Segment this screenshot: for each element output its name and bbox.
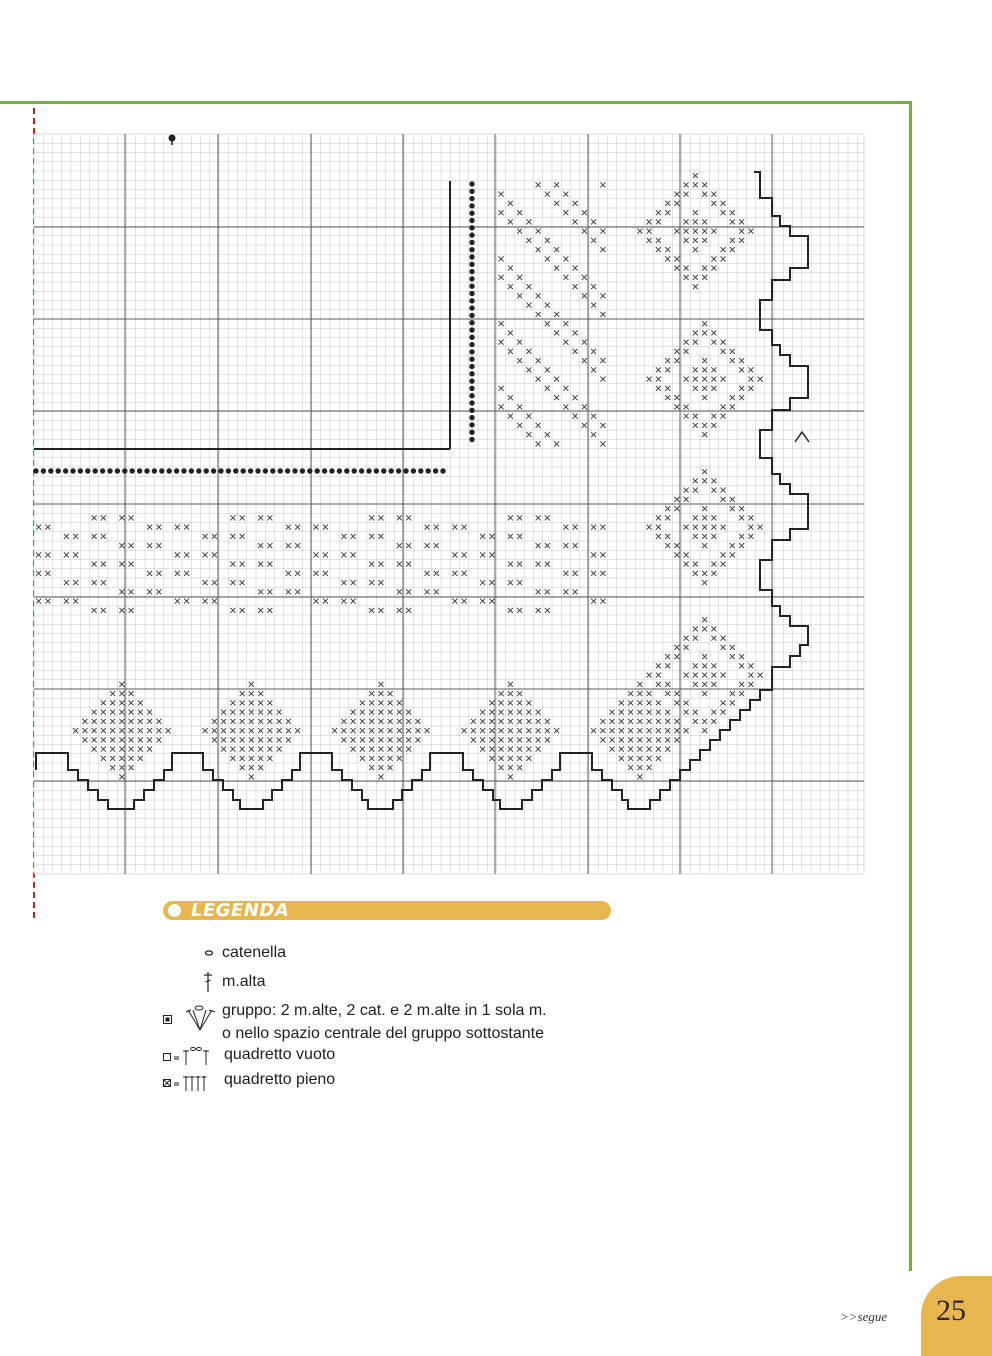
- chain-dot: [469, 305, 474, 310]
- chain-dot: [469, 254, 474, 259]
- chain-dot: [469, 298, 474, 303]
- chain-dot: [469, 422, 474, 427]
- chain-dot: [322, 468, 327, 473]
- chain-dot: [56, 468, 61, 473]
- chain-dot: [189, 468, 194, 473]
- chain-dot: [218, 468, 223, 473]
- chain-dot: [381, 468, 386, 473]
- legend-item-dc: m.alta: [222, 973, 266, 990]
- chain-dot: [352, 468, 357, 473]
- chain-dot: [63, 468, 68, 473]
- chain-dot: [241, 468, 246, 473]
- chain-dot: [469, 218, 474, 223]
- chain-dot: [85, 468, 90, 473]
- chain-dot: [469, 203, 474, 208]
- legend-bullet-icon: [168, 904, 181, 917]
- chain-dot: [329, 468, 334, 473]
- chain-dot: [255, 468, 260, 473]
- chain-dot: [469, 313, 474, 318]
- legend-item-chain: catenella: [222, 944, 287, 961]
- chain-dot: [285, 468, 290, 473]
- chain-dot: [469, 378, 474, 383]
- chain-dot: [469, 269, 474, 274]
- chain-dot: [292, 468, 297, 473]
- chain-dot: [469, 386, 474, 391]
- chain-dot: [366, 468, 371, 473]
- chain-dot: [469, 327, 474, 332]
- open-mesh-icon: [162, 1046, 214, 1066]
- chain-dot: [122, 468, 127, 473]
- chain-dot: [389, 468, 394, 473]
- chain-dot: [469, 196, 474, 201]
- chain-dot: [469, 415, 474, 420]
- chain-dot: [41, 468, 46, 473]
- chain-dot: [344, 468, 349, 473]
- chain-dot: [204, 468, 209, 473]
- chain-dot: [469, 349, 474, 354]
- chain-dot: [78, 468, 83, 473]
- chain-stitch-icon: [202, 948, 216, 958]
- chain-dot: [167, 468, 172, 473]
- chain-dot: [403, 468, 408, 473]
- chain-dot: [181, 468, 186, 473]
- chain-dot: [307, 468, 312, 473]
- chain-dot: [469, 400, 474, 405]
- chain-dot: [315, 468, 320, 473]
- chain-dot: [469, 247, 474, 252]
- chain-dot: [159, 468, 164, 473]
- chain-dot: [93, 468, 98, 473]
- chain-dot: [469, 393, 474, 398]
- chain-dot: [144, 468, 149, 473]
- chain-dot: [440, 468, 445, 473]
- chain-dot: [469, 225, 474, 230]
- chain-dot: [469, 430, 474, 435]
- chain-dot: [359, 468, 364, 473]
- chain-dot: [469, 240, 474, 245]
- chain-dot: [211, 468, 216, 473]
- legend-item-open: quadretto vuoto: [224, 1046, 336, 1063]
- chain-dot: [107, 468, 112, 473]
- chain-dot: [469, 262, 474, 267]
- chain-dot: [469, 335, 474, 340]
- chain-dot: [469, 408, 474, 413]
- legend-item-filled: quadretto pieno: [224, 1071, 336, 1088]
- chain-dot: [469, 342, 474, 347]
- chain-dot: [469, 357, 474, 362]
- chain-dot: [426, 468, 431, 473]
- chain-dot: [233, 468, 238, 473]
- chain-dot: [337, 468, 342, 473]
- chain-dot: [100, 468, 105, 473]
- chain-dot: [469, 181, 474, 186]
- chain-dot: [469, 437, 474, 442]
- chain-dot: [174, 468, 179, 473]
- chain-dot: [300, 468, 305, 473]
- continue-label: >>segue: [840, 1309, 888, 1324]
- chain-dot: [263, 468, 268, 473]
- chain-dot: [418, 468, 423, 473]
- chain-dot: [469, 364, 474, 369]
- chain-dot: [469, 276, 474, 281]
- chain-dot: [469, 232, 474, 237]
- legend-item-group-detail: o nello spazio centrale del gruppo sottostante: [222, 1025, 544, 1042]
- legend-header: [163, 901, 611, 920]
- double-crochet-icon: [201, 970, 215, 994]
- chain-dot: [469, 291, 474, 296]
- chain-dot: [433, 468, 438, 473]
- chain-dot: [396, 468, 401, 473]
- chain-dot: [48, 468, 53, 473]
- small-group-symbol-icon: [162, 1014, 174, 1026]
- chain-dot: [270, 468, 275, 473]
- shell-group-icon: [185, 1004, 217, 1032]
- chain-dot: [152, 468, 157, 473]
- filled-mesh-icon: [162, 1072, 214, 1092]
- chain-dot: [137, 468, 142, 473]
- chain-dot: [196, 468, 201, 473]
- legend-title: LEGENDA: [191, 900, 290, 921]
- chain-dot: [248, 468, 253, 473]
- chain-dot: [469, 189, 474, 194]
- chain-dot: [411, 468, 416, 473]
- chain-dot: [469, 284, 474, 289]
- chain-dot: [115, 468, 120, 473]
- chain-dot: [469, 320, 474, 325]
- chain-dot: [469, 371, 474, 376]
- legend-item-group: gruppo: 2 m.alte, 2 cat. e 2 m.alte in 1 sola m.: [222, 1002, 547, 1019]
- chain-dot: [374, 468, 379, 473]
- chain-dot: [33, 468, 38, 473]
- chain-dot: [278, 468, 283, 473]
- chain-dot: [70, 468, 75, 473]
- chain-dot: [226, 468, 231, 473]
- chain-dot: [469, 211, 474, 216]
- chain-dot: [130, 468, 135, 473]
- page-number: 25: [936, 1294, 966, 1327]
